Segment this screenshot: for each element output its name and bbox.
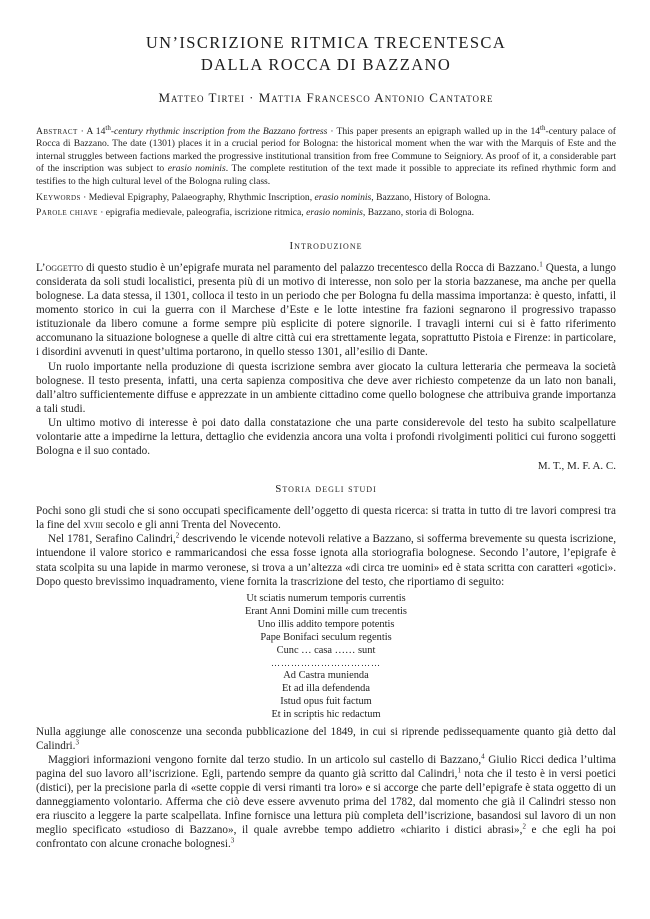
- author-initials: M. T., M. F. A. C.: [537, 460, 616, 473]
- verse-line: Erant Anni Domini mille cum trecentis: [245, 605, 407, 617]
- storia-text: Giulio Ricci dedica l’ultima pagina del suo lavoro all’iscrizione. Egli, partendo sempre da quanto già scritto dal Calindri,: [36, 753, 616, 780]
- authors: Matteo Tirtei · Mattia Francesco Antonio Cantatore: [158, 90, 494, 105]
- abstract-sup: th: [540, 123, 546, 132]
- verse-line: Pape Bonifaci seculum regentis: [260, 632, 392, 643]
- abstract: [36, 123, 616, 188]
- footnote-ref: 2: [522, 822, 526, 831]
- footnote-ref: 3: [75, 737, 79, 746]
- verse-line: Uno illis addito tempore potentis: [257, 618, 395, 630]
- century-numeral: xviii: [83, 519, 104, 532]
- abstract-emphasis: erasio nominis: [167, 163, 226, 175]
- footnote-ref: 1: [539, 260, 543, 269]
- storia-text: nota che il testo è in versi poetici (distici), per la precisione parla di «sette coppie di versi rimanti tra loro» e si accorge che parte dell’epigrafe è stata oggetto di un danneggiamento volontario. Afferma che ciò deve essere avvenuto prima del 1782, dal momento che già il Calindri stesso non era riuscito a leggere la parte scalpellata. Infine fornisce una lettura più completa dell’iscrizione, basandosi sul lavoro di un non meglio specificato «studioso di Bazzano», il quale avrebbe tempo addietro «chiarito i distici abrasi»,: [36, 767, 616, 837]
- verse-line: Cunc … casa …… sunt: [276, 645, 376, 657]
- paper-title: [36, 32, 616, 76]
- abstract-text: -century palace of Rocca di Bazzano. The date (1301) places it in a crucial period for Bologna: the historical moment when the war with the Marquis of Este and the internal struggles between factions marked the progressive institutional transition from free Commune to Seigniory. As proof of it, a considerable part of the inscription was subject to: [36, 126, 616, 175]
- storia-paragraph-1: [36, 504, 616, 532]
- abstract-english-title: -century rhythmic inscription from the Bazzano fortress: [110, 126, 328, 137]
- keywords-label: Keywords: [36, 192, 81, 204]
- keywords: [36, 192, 616, 204]
- verse-line: Et in scriptis hic redactum: [271, 709, 381, 721]
- abstract-sup: th: [105, 123, 111, 132]
- abstract-text: · A 14: [77, 126, 106, 137]
- storia-text: e che egli ha poi confrontato con alcune cronache bolognesi.: [36, 824, 616, 851]
- keywords-text: · Medieval Epigraphy, Palaeography, Rhythmic Inscription,: [80, 192, 315, 204]
- storia-text: descrivendo le vicende notevoli relative a Bazzano, si sofferma brevemente su questa iscrizione, intuendone il valore storico e rammaricandosi che essa fosse ignota alla storiografia bolognese. Secondo l’autore, l’epigrafe è stata scolpita su una lapide in marmo veronese, si trova a un’altezza «di circa tre uomini» ed è stata scritta con caratteri «gotici». Dopo questo brevissimo inquadramento, viene fornita la trascrizione del testo, che riportiamo di seguito:: [36, 533, 616, 588]
- footnote-ref: 4: [481, 752, 485, 761]
- parole-chiave-text: , Bazzano, storia di Bologna.: [362, 207, 474, 219]
- verse-line: Istud opus fuit factum: [280, 696, 372, 708]
- verse-line: Ut sciatis numerum temporis currentis: [246, 592, 406, 604]
- section-heading-storia: Storia degli studi: [275, 483, 377, 496]
- parole-chiave-text: · epigrafia medievale, paleografia, iscrizione ritmica,: [97, 207, 307, 219]
- storia-text: Nulla aggiunge alle conoscenze una seconda pubblicazione del 1849, in cui si riprende pedissequamente quanto già detto dal Calindri.: [36, 725, 616, 752]
- abstract-label: Abstract: [36, 126, 78, 137]
- verse-lacuna: ……………………………: [271, 658, 381, 669]
- parole-chiave-emphasis: erasio nominis: [306, 207, 363, 219]
- footnote-ref: 3: [230, 836, 235, 845]
- intro-paragraph-2: Un ruolo importante nella produzione di questa iscrizione sembra aver giocato la cultura letteraria che permeava la società bolognese. Il testo presenta, infatti, una certa sapienza compositiva che deve aver richiesto competenze da un lato non banali, dall’altro sufficientemente diffuse e apprezzate in un ambiente cittadino come quello bolognese che attribuiva grande importanza a tali studi.: [36, 360, 616, 415]
- title-line-2: DALLA ROCCA DI BAZZANO: [200, 55, 452, 74]
- intro-lead-word: L’oggetto: [36, 261, 84, 274]
- keywords-emphasis: erasio nominis: [314, 192, 372, 204]
- keywords-text: , Bazzano, History of Bologna.: [371, 192, 491, 204]
- storia-text: Nel 1781, Serafino Calindri,: [48, 533, 176, 546]
- section-heading-introduzione: Introduzione: [289, 239, 363, 252]
- paper-page: [36, 0, 616, 851]
- parole-chiave-label: Parole chiave: [36, 207, 98, 219]
- abstract-text: . The complete restitution of the text made it possible to appreciate its refined rhythmic form and testifies to the high cultural level of the Bologna ruling class.: [36, 163, 616, 187]
- intro-paragraph-3: Un ultimo motivo di interesse è poi dato dalla constatazione che una parte considerevole del testo ha subito scalpellature volontarie atte a impedirne la lettura, dettaglio che evidenzia ancora una volta i profondi rivolgimenti politici cui furono soggetti Bologna e il suo contado.: [36, 416, 616, 458]
- parole-chiave: [36, 207, 616, 219]
- abstract-text: · This paper presents an epigraph walled up in the 14: [327, 126, 541, 137]
- intro-text: di questo studio è un’epigrafe murata nel paramento del palazzo trecentesco della Rocca di Bazzano.: [83, 261, 540, 274]
- verse-line: Et ad illa defendenda: [282, 683, 370, 695]
- intro-paragraph-1: [36, 261, 616, 360]
- title-line-1: UN’ISCRIZIONE RITMICA TRECENTESCA: [145, 33, 507, 52]
- storia-paragraph-4: [36, 753, 616, 852]
- storia-text: Maggiori informazioni vengono fornite dal terzo studio. In un articolo sul castello di Bazzano,: [48, 753, 482, 766]
- inscription-transcription: [36, 592, 616, 722]
- storia-paragraph-3: [36, 725, 616, 753]
- storia-text: secolo e gli anni Trenta del Novecento.: [103, 519, 281, 532]
- storia-text: Pochi sono gli studi che si sono occupati specificamente dell’oggetto di questa ricerca: si tratta in tutto di tre lavori compresi tra la fine del: [36, 505, 616, 532]
- storia-paragraph-2: [36, 532, 616, 588]
- intro-text: Questa, a lungo considerata da soli studi localistici, presenta più di un motivo di interesse, non solo per la storia bazzanese, ma anche per quella bolognese. La data stessa, il 1301, colloca il testo in un periodo che per Bologna fu della massima importanza: è questo, infatti, il momento storico in cui la guerra con il Marchese d’Este e le lotte intestine fra fazioni segnarono il progressivo trapasso istituzionale da libero comune a forme sempre più esplicite di potere signorile. I travagli interni cui si è fatto riferimento accomunano la situazione bolognese a quelle di altre città cui era strettamente legata, soprattutto Pistoia e Firenze: in particolare, i disordini avvenuti in quest’ultima portarono, in quello stesso 1301, all’esilio di Dante.: [36, 261, 617, 359]
- verse-line: Ad Castra munienda: [283, 670, 369, 682]
- footnote-ref: 1: [457, 766, 461, 775]
- footnote-ref: 2: [175, 531, 180, 540]
